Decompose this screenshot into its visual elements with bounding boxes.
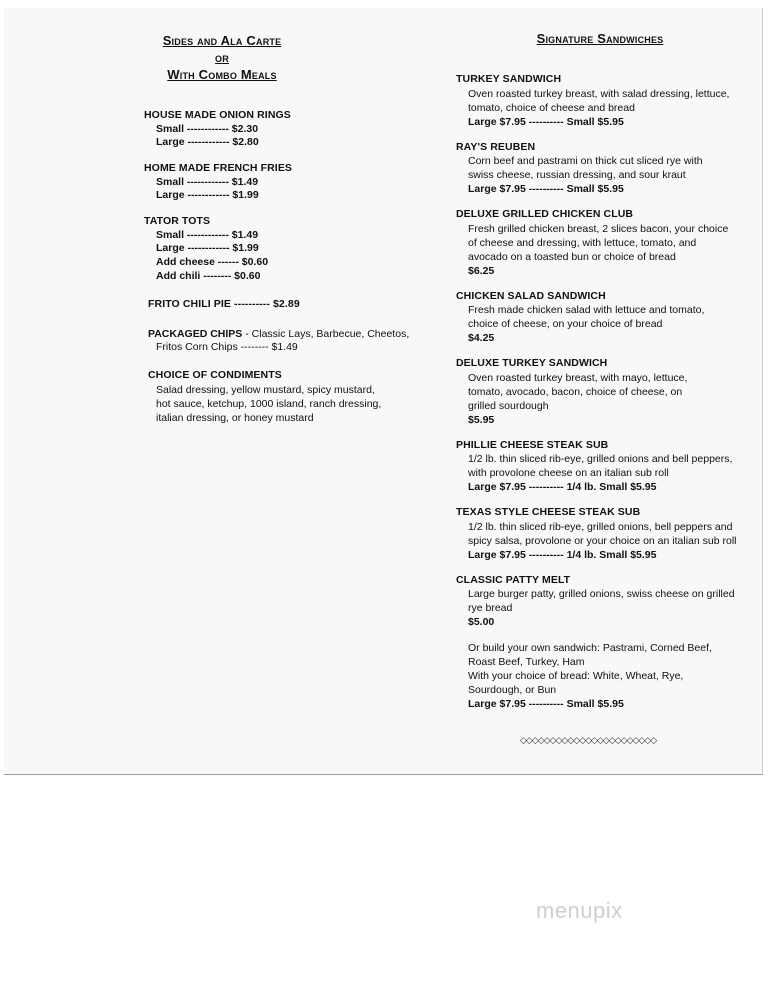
sandwich-description: Roast Beef, Turkey, Ham — [468, 656, 585, 668]
sandwich-item — [456, 357, 756, 427]
sandwich-item — [456, 506, 756, 562]
watermark: menupix — [536, 898, 623, 923]
sandwich-description: swiss cheese, russian dressing, and sour kraut — [468, 169, 686, 181]
sandwich-description: With your choice of bread: White, Wheat, Rye, — [468, 670, 684, 682]
sandwich-item — [456, 641, 756, 711]
sandwich-description: Fresh grilled chicken breast, 2 slices bacon, your choice — [468, 222, 729, 235]
sandwich-description: 1/2 lb. thin sliced rib-eye, grilled onions and bell peppers, — [468, 453, 733, 465]
ornament-divider: ◇◇◇◇◇◇◇◇◇◇◇◇◇◇◇◇◇◇◇◇◇◇◇ — [520, 735, 657, 745]
sandwiches-column — [456, 30, 756, 723]
french-fries-item: HOME MADE FRENCH FRIES Small ------------ $1.49 Large ------------ $1.99 — [144, 162, 293, 202]
sandwich-item — [456, 439, 756, 495]
sandwich-description: choice of cheese, on your choice of bread — [468, 318, 663, 330]
sandwich-description: avocado on a toasted bun or choice of bread — [468, 250, 676, 263]
sandwich-price: $4.25 — [468, 332, 495, 344]
sandwich-description: tomato, choice of cheese and bread — [468, 101, 635, 114]
sandwich-description: with provolone cheese on an italian sub roll — [468, 467, 669, 479]
sandwich-title: RAY'S REUBEN — [456, 140, 536, 153]
menu-page — [4, 8, 763, 775]
sandwich-price: $5.00 — [468, 616, 495, 628]
sandwich-title: TURKEY SANDWICH — [456, 73, 562, 85]
sandwich-title: CHICKEN SALAD SANDWICH — [456, 289, 606, 302]
sandwich-description: grilled sourdough — [468, 399, 549, 412]
condiments-item: CHOICE OF CONDIMENTS Salad dressing, yellow mustard, spicy mustard, hot sauce, ketchup, 1000 island, ranch dressing, italian dressing, or honey mustard — [148, 369, 382, 424]
sandwich-price: Large $7.95 ---------- Small $5.95 — [468, 698, 624, 710]
sandwich-item — [456, 141, 756, 197]
sandwich-item — [456, 73, 756, 129]
sandwich-description: rye bread — [468, 602, 513, 614]
sandwich-list — [456, 73, 756, 711]
sandwich-description: Large burger patty, grilled onions, swiss cheese on grilled — [468, 588, 735, 600]
sandwich-description: spicy salsa, provolone or your choice on an italian sub roll — [468, 534, 737, 547]
sandwich-item — [456, 208, 756, 278]
sandwich-title: TEXAS STYLE CHEESE STEAK SUB — [456, 506, 641, 518]
sandwich-description: Corn beef and pastrami on thick cut sliced rye with — [468, 155, 703, 167]
tator-tots-item: TATOR TOTS Small ------------ $1.49 Large ------------ $1.99 Add cheese ------ $0.60 Add chili -------- $0.60 — [144, 215, 269, 283]
sandwich-title: DELUXE TURKEY SANDWICH — [456, 357, 608, 369]
sandwich-price: Large $7.95 ---------- Small $5.95 — [468, 183, 624, 195]
sandwich-price: Large $7.95 ---------- 1/4 lb. Small $5.95 — [468, 548, 657, 561]
sandwich-price: $5.95 — [468, 413, 495, 426]
sandwich-item — [456, 574, 756, 630]
sandwiches-heading: Signature Sandwiches — [536, 31, 664, 46]
sandwich-title: DELUXE GRILLED CHICKEN CLUB — [456, 208, 634, 220]
sandwich-price: Large $7.95 ---------- 1/4 lb. Small $5.95 — [468, 481, 657, 493]
sandwich-price: $6.25 — [468, 264, 495, 277]
sandwich-description: Oven roasted turkey breast, with mayo, lettuce, — [468, 371, 688, 384]
sandwich-price: Large $7.95 ---------- Small $5.95 — [468, 115, 624, 128]
sandwich-description: tomato, avocado, bacon, choice of cheese, on — [468, 385, 683, 398]
frito-chili-pie-item: FRITO CHILI PIE ---------- $2.89 — [148, 297, 300, 310]
sides-column — [144, 32, 424, 437]
sandwich-item — [456, 290, 756, 346]
packaged-chips-item: PACKAGED CHIPS - Classic Lays, Barbecue, Cheetos, Fritos Corn Chips -------- $1.49 — [148, 328, 410, 354]
sandwich-description: 1/2 lb. thin sliced rib-eye, grilled onions, bell peppers and — [468, 520, 733, 533]
sandwich-title: PHILLIE CHEESE STEAK SUB — [456, 438, 609, 451]
sandwich-title: CLASSIC PATTY MELT — [456, 573, 571, 586]
sandwich-description: Fresh made chicken salad with lettuce and tomato, — [468, 304, 705, 316]
onion-rings-item: HOUSE MADE ONION RINGS Small ------------ $2.30 Large ------------ $2.80 — [144, 109, 291, 149]
sandwich-description: Oven roasted turkey breast, with salad dressing, lettuce, — [468, 87, 730, 100]
sandwich-description: of cheese and dressing, with lettuce, tomato, and — [468, 236, 697, 249]
sides-heading: Sides and Ala Carte or With Combo Meals — [162, 33, 282, 82]
sandwich-description: Sourdough, or Bun — [468, 684, 557, 696]
sandwich-description: Or build your own sandwich: Pastrami, Corned Beef, — [468, 642, 712, 654]
